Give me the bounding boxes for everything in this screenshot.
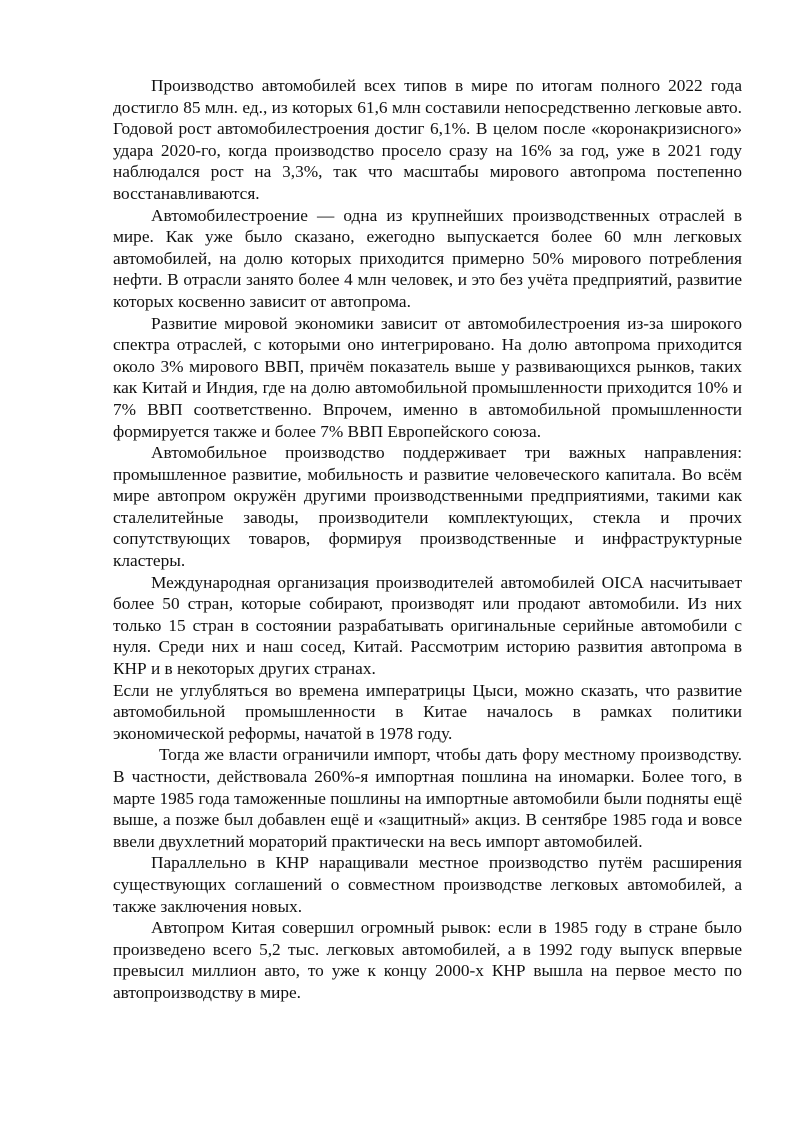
paragraph-production-2022: Производство автомобилей всех типов в мире по итогам полного 2022 года достигло 85 млн. ед., из которых 61,6 млн составили непосредственно легковые авто. Годовой рост автомобилестроения достиг 6,1%. В целом после «коронакризисного» удара 2020-го, когда производство просело сразу на 16% за год, уже в 2021 году наблюдался рост на 3,3%, так что масштабы мирового автопрома постепенно восстанавливаются.: [113, 76, 742, 203]
paragraph-oica: Международная организация производителей автомобилей OICA насчитывает более 50 стран, которые собирают, производят или продают автомобили. Из них только 15 стран в состоянии разрабатывать оригинальные серийные автомобили с нуля. Среди них и наш сосед, Китай. Рассмотрим историю развития автопрома в КНР и в некоторых других странах.: [113, 572, 742, 679]
paragraph-import-restrictions: Тогда же власти ограничили импорт, чтобы дать фору местному производству. В частности, действовала 260%-я импортная пошлина на иномарки. Более того, в марте 1985 года таможенные пошлины на импортные автомобили были подняты ещё выше, а позже был добавлен ещё и «защитный» акциз. В сентябре 1985 года и вовсе ввели двухлетний мораторий практически на весь импорт автомобилей.: [113, 745, 742, 851]
document-body: [113, 75, 742, 1004]
paragraph-three-directions: Автомобильное производство поддерживает три важных направления: промышленное развитие, мобильность и развитие человеческого капитала. Во всём мире автопром окружён другими производственными предприятиями, такими как сталелитейные заводы, производители комплектующих, стекла и прочих сопутствующих товаров, формируя производственные и инфраструктурные кластеры.: [113, 443, 742, 571]
paragraph-world-economy: Развитие мировой экономики зависит от автомобилестроения из-за широкого спектра отраслей, с которыми оно интегрировано. На долю автопрома приходится около 3% мирового ВВП, причём показатель выше у развивающихся рынков, таких как Китай и Индия, где на долю автомобильной промышленности приходится 10% и 7% ВВП соответственно. Впрочем, именно в автомобильной промышленности формируется также и более 7% ВВП Европейского союза.: [113, 313, 742, 441]
paragraph-joint-production: Параллельно в КНР наращивали местное производство путём расширения существующих соглашений о совместном производстве легковых автомобилей, а также заключения новых.: [113, 853, 742, 916]
paragraph-automotive-industry: Автомобилестроение — одна из крупнейших производственных отраслей в мире. Как уже было сказано, ежегодно выпускается более 60 млн легковых автомобилей, на долю которых приходится примерно 50% мирового потребления нефти. В отрасли занято более 4 млн человек, и это без учёта предприятий, развитие которых косвенно зависит от автопрома.: [113, 205, 742, 311]
paragraph-china-reform: Если не углубляться во времена императрицы Цыси, можно сказать, что развитие автомобильной промышленности в Китае началось в рамках политики экономической реформы, начатой в 1978 году.: [113, 680, 742, 743]
paragraph-china-leap: Автопром Китая совершил огромный рывок: если в 1985 году в стране было произведено всего 5,2 тыс. легковых автомобилей, а в 1992 году выпуск впервые превысил миллион авто, то уже к концу 2000-х КНР вышла на первое место по автопроизводству в мире.: [113, 918, 742, 1002]
